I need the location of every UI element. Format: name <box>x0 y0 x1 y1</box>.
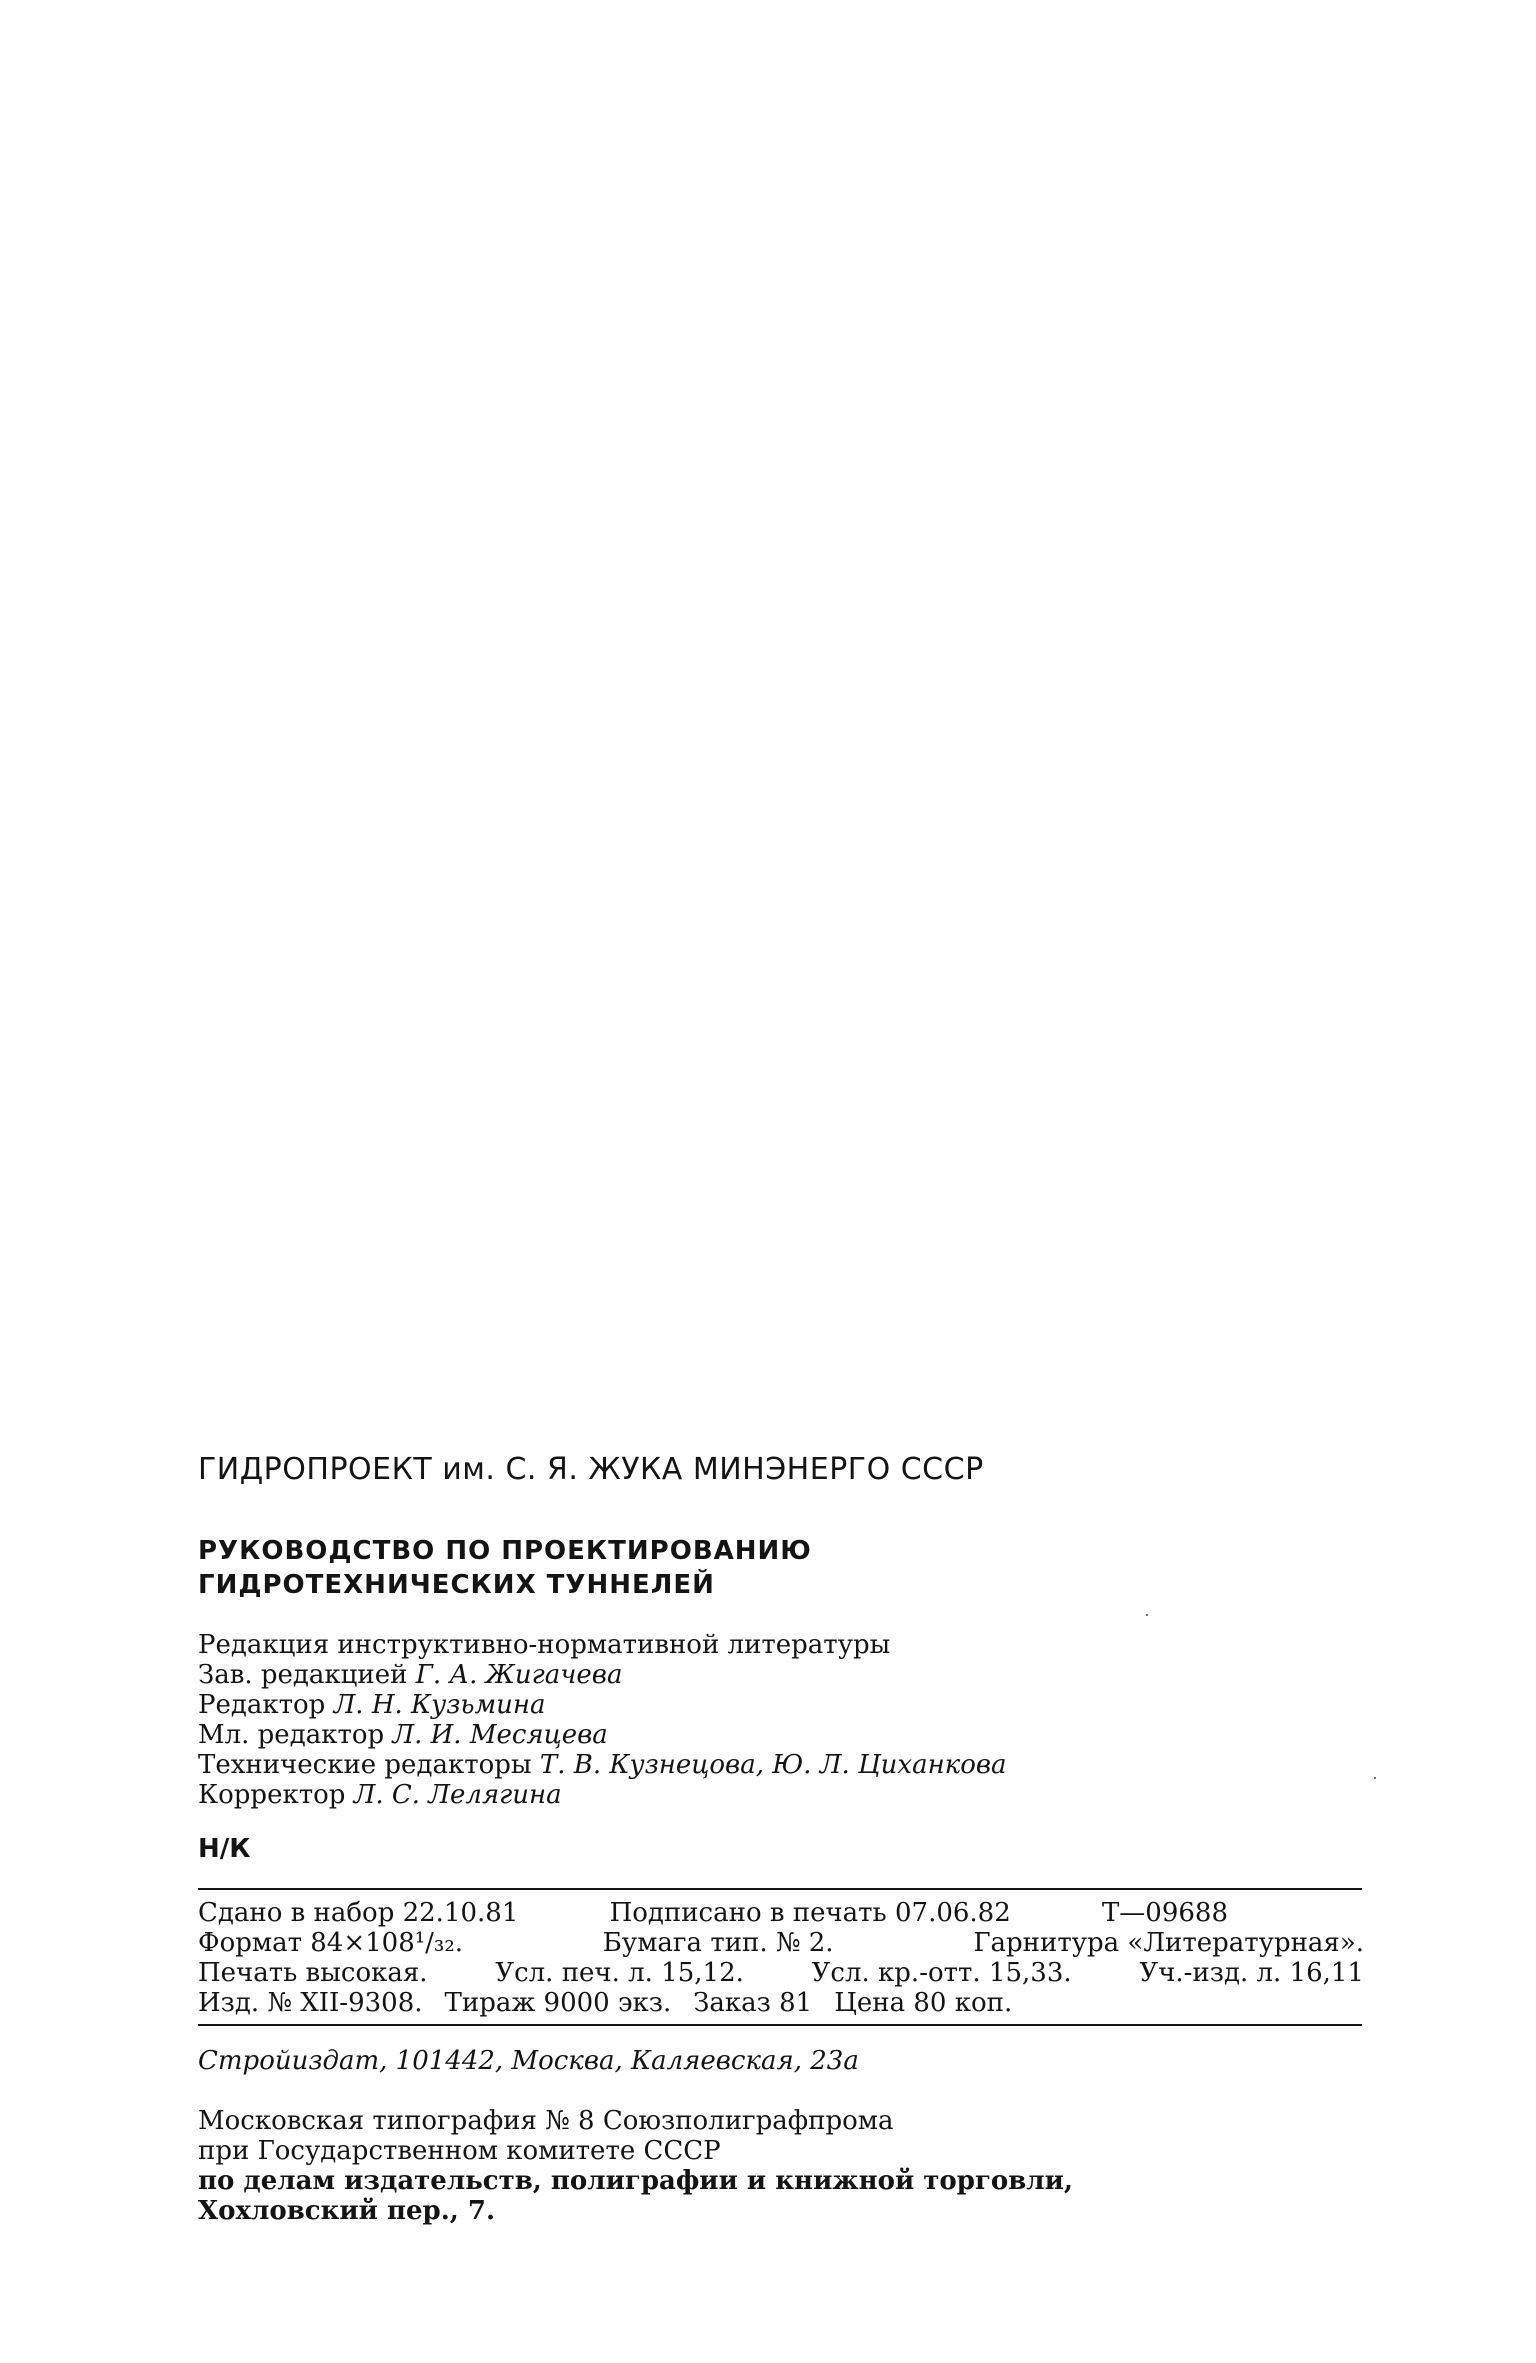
credit-person: Т. В. Кузнецова, Ю. Л. Циханкова <box>539 1750 1007 1780</box>
printer-line: Московская типография № 8 Союзполиграфпрома <box>198 2106 894 2136</box>
credit-proofreader <box>198 1780 1364 1810</box>
print-speck <box>1374 1777 1376 1779</box>
divider-top <box>198 1888 1362 1890</box>
printer-info <box>198 2106 1364 2226</box>
nk-mark: Н/К <box>198 1834 251 1864</box>
book-title-line-2: ГИДРОТЕХНИЧЕСКИХ ТУННЕЛЕЙ <box>198 1570 715 1600</box>
divider-bottom <box>198 2024 1362 2026</box>
imprint-field: Усл. печ. л. 15,12. <box>495 1958 744 1988</box>
printer-line: Хохловский пер., 7. <box>198 2196 496 2226</box>
imprint-field: Т—09688 <box>1101 1898 1228 1928</box>
imprint-field: Цена 80 коп. <box>834 1988 1013 2018</box>
credit-role: Мл. редактор <box>198 1720 385 1750</box>
credit-role: Редактор <box>198 1690 326 1720</box>
imprint-field: Тираж 9000 экз. <box>444 1988 672 2018</box>
imprint-field: Гарнитура «Литературная». <box>973 1928 1364 1958</box>
imprint-field: Подписано в печать 07.06.82 <box>609 1898 1011 1928</box>
imprint-line <box>198 1958 1364 1988</box>
credit-head-editor <box>198 1660 1364 1690</box>
credit-person: Л. С. Лелягина <box>353 1780 562 1810</box>
credit-role: Зав. редакцией <box>198 1660 408 1690</box>
printer-line: при Государственном комитете СССР <box>198 2136 721 2166</box>
credit-person: Л. Н. Кузьмина <box>333 1690 546 1720</box>
credit-tech-editors <box>198 1750 1364 1780</box>
editorial-office: Редакция инструктивно-нормативной литературы <box>198 1630 891 1660</box>
imprint-line <box>198 1928 1364 1958</box>
credits-block <box>198 1630 1364 1810</box>
credit-person: Г. А. Жигачева <box>415 1660 623 1690</box>
credit-role: Технические редакторы <box>198 1750 532 1780</box>
imprint-field: Печать высокая. <box>198 1958 428 1988</box>
imprint-field: Изд. № XII-9308. <box>198 1988 423 2018</box>
publisher-address: Стройиздат, 101442, Москва, Каляевская, 23а <box>198 2046 859 2076</box>
imprint-line <box>198 1898 1228 1928</box>
credit-editor <box>198 1690 1364 1720</box>
imprint-field: Уч.-изд. л. 16,11 <box>1139 1958 1364 1988</box>
imprint-field: Бумага тип. № 2. <box>602 1928 834 1958</box>
imprint-line <box>198 1988 1364 2018</box>
imprint-block <box>198 1898 1364 2018</box>
imprint-field: Усл. кр.-отт. 15,33. <box>811 1958 1072 1988</box>
print-speck <box>1146 1614 1148 1616</box>
book-title <box>198 1534 1364 1602</box>
imprint-field: Формат 84×108¹/₃₂. <box>198 1928 464 1958</box>
organization-heading: ГИДРОПРОЕКТ им. С. Я. ЖУКА МИНЭНЕРГО СССР <box>198 1452 984 1487</box>
imprint-field: Заказ 81 <box>693 1988 813 2018</box>
imprint-field: Сдано в набор 22.10.81 <box>198 1898 519 1928</box>
colophon <box>198 1452 1364 2226</box>
credit-junior-editor <box>198 1720 1364 1750</box>
credit-person: Л. И. Месяцева <box>392 1720 608 1750</box>
credit-role: Корректор <box>198 1780 346 1810</box>
printer-line: по делам издательств, полиграфии и книжной торговли, <box>198 2166 1073 2196</box>
book-title-line-1: РУКОВОДСТВО ПО ПРОЕКТИРОВАНИЮ <box>198 1536 812 1566</box>
